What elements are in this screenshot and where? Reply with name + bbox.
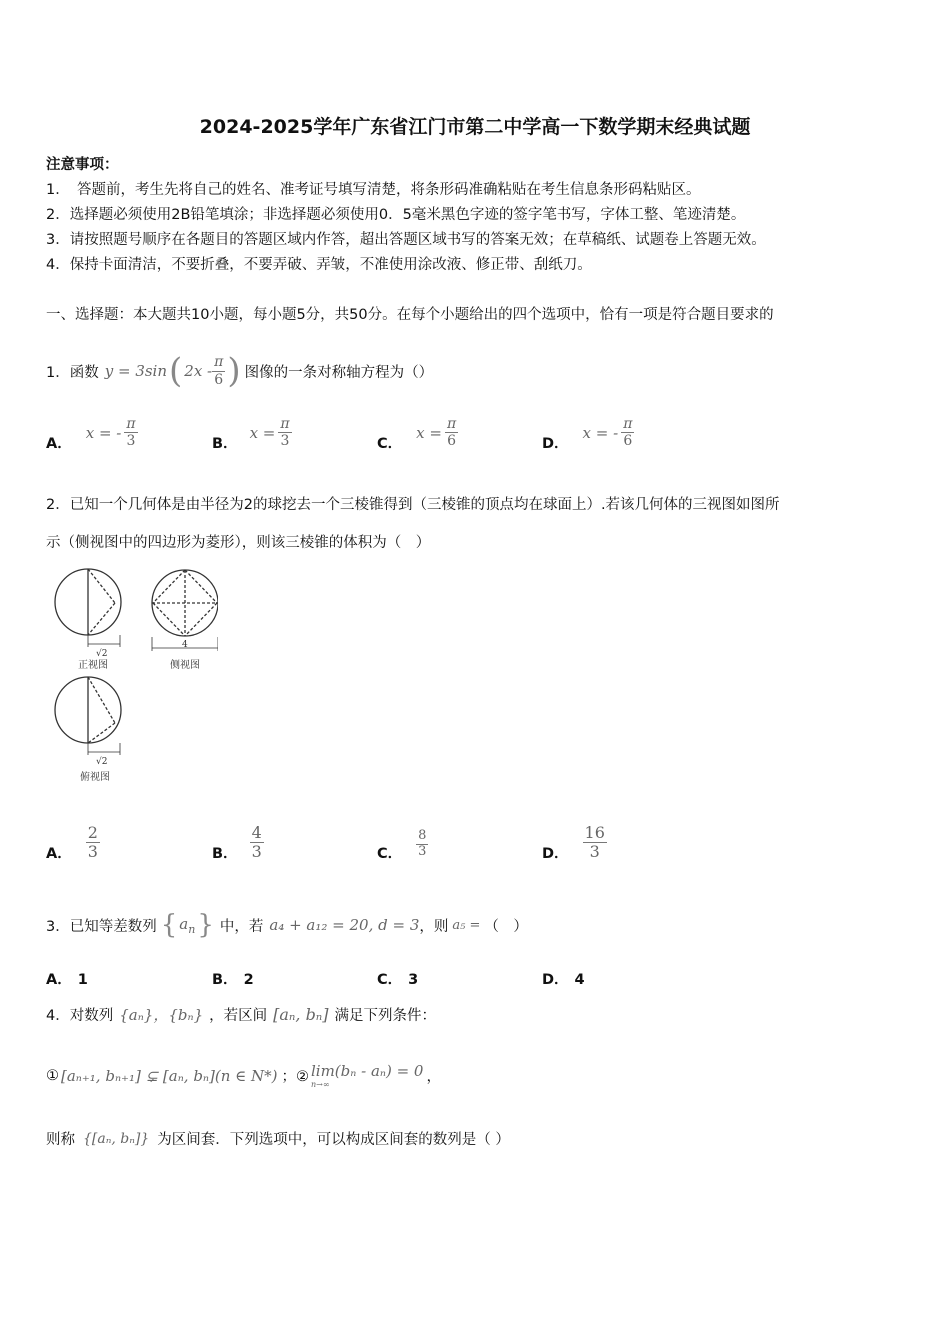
front-view bbox=[55, 569, 121, 647]
q2-option-d-label: D． bbox=[542, 846, 569, 862]
q3-seq-sub: n bbox=[188, 922, 196, 936]
q4-call-suffix: 为区间套．下列选项中，可以构成区间套的数列是（ ） bbox=[157, 1132, 510, 1148]
q1-option-a-den: 3 bbox=[126, 433, 136, 449]
q4-call-set: {[aₙ, bₙ]} bbox=[83, 1130, 150, 1147]
q4-cond-end: ， bbox=[426, 1069, 441, 1085]
q4-prefix: 4．对数列 bbox=[46, 1008, 114, 1024]
q2-option-b-label: B． bbox=[212, 846, 238, 862]
top-view bbox=[55, 677, 121, 755]
q1-option-c-num: π bbox=[446, 415, 457, 432]
q4-seqs: {aₙ}，{bₙ} bbox=[119, 1006, 204, 1024]
q2-option-a[interactable] bbox=[46, 822, 100, 863]
q2-option-b-den: 3 bbox=[251, 842, 262, 861]
q1-prefix: 1．函数 bbox=[46, 364, 99, 381]
q2-option-d-den: 3 bbox=[589, 842, 600, 861]
q4-conditions bbox=[46, 1062, 441, 1089]
q1-option-d[interactable] bbox=[542, 412, 634, 453]
q1-paren-left: ( bbox=[169, 351, 183, 391]
q2-option-b-frac bbox=[250, 824, 264, 862]
side-view-four: 4 bbox=[182, 640, 188, 650]
q2-option-d[interactable] bbox=[542, 822, 607, 863]
q2-option-a-den: 3 bbox=[87, 842, 98, 861]
q1-option-c-den: 6 bbox=[447, 433, 457, 449]
q4-cond2-sub: n→∞ bbox=[310, 1080, 330, 1089]
q4-lim-block bbox=[311, 1062, 423, 1089]
side-view-label: 侧视图 bbox=[170, 660, 200, 671]
q1-formula-left: y = 3sin bbox=[104, 362, 168, 380]
notice-item-1: 1． 答题前，考生先将自己的姓名、准考证号填写清楚，将条形码准确粘贴在考生信息条形码粘贴区。 bbox=[46, 182, 701, 198]
q1-option-a-num: π bbox=[126, 415, 136, 432]
q4-definition bbox=[46, 1128, 510, 1149]
q3-option-d-value: 4 bbox=[574, 972, 585, 988]
q3-condition: a₄ + a₁₂ = 20, d = 3 bbox=[269, 916, 420, 934]
q1-paren-right: ) bbox=[227, 351, 241, 391]
q3-option-a[interactable] bbox=[46, 968, 88, 989]
q3-then: ，则 bbox=[419, 918, 449, 935]
q2-option-a-label: A． bbox=[46, 846, 72, 862]
q4-interval: [aₙ, bₙ] bbox=[273, 1005, 329, 1024]
q1-option-b-label: B． bbox=[212, 436, 238, 452]
q2-option-c-frac bbox=[416, 829, 428, 860]
q1-option-a-label: A． bbox=[46, 436, 72, 452]
q2-option-d-frac bbox=[583, 824, 607, 862]
q1-option-d-den: 6 bbox=[623, 433, 633, 449]
q3-seq-a: a bbox=[179, 914, 189, 933]
question-1 bbox=[46, 351, 433, 391]
q1-formula-inner: 2x - bbox=[184, 362, 213, 380]
q2-option-b[interactable] bbox=[212, 822, 264, 863]
front-view-sqrt2: √2 bbox=[96, 649, 108, 659]
q2-line-1: 2．已知一个几何体是由半径为2的球挖去一个三棱锥得到（三棱锥的顶点均在球面上）.若该几何体的三视图如图所 bbox=[46, 497, 780, 513]
q1-option-b-num: π bbox=[280, 415, 290, 432]
q1-option-d-label: D． bbox=[542, 436, 569, 452]
q3-option-b-value: 2 bbox=[243, 972, 254, 988]
question-3 bbox=[46, 910, 528, 940]
q1-option-b[interactable] bbox=[212, 412, 292, 453]
q1-option-c-frac bbox=[445, 416, 458, 449]
notice-heading: 注意事项： bbox=[46, 157, 119, 173]
q1-option-d-lhs: x = - bbox=[582, 423, 619, 442]
q4-cond2: lim(bₙ - aₙ) = 0 bbox=[310, 1062, 424, 1080]
q2-option-c[interactable] bbox=[377, 826, 428, 863]
q2-option-c-den: 3 bbox=[418, 844, 427, 859]
q1-option-d-num: π bbox=[623, 415, 633, 432]
q1-pi-over-6 bbox=[212, 354, 225, 387]
q1-option-b-den: 3 bbox=[280, 433, 290, 449]
top-view-sqrt2: √2 bbox=[96, 757, 108, 767]
q1-option-b-lhs: x = bbox=[249, 423, 276, 442]
q3-option-a-label: A． bbox=[46, 972, 72, 988]
q1-option-b-frac bbox=[278, 416, 291, 449]
q3-seq bbox=[179, 915, 195, 936]
q3-option-a-value: 1 bbox=[77, 972, 88, 988]
q2-option-d-num: 16 bbox=[584, 822, 605, 842]
q3-option-d[interactable] bbox=[542, 968, 585, 989]
q1-option-c-lhs: x = bbox=[416, 423, 442, 442]
q3-option-b[interactable] bbox=[212, 968, 254, 989]
q3-prefix: 3．已知等差数列 bbox=[46, 918, 157, 935]
notice-item-3: 3．请按照题号顺序在各题目的答题区域内作答，超出答题区域书写的答案无效；在草稿纸、试题卷上答题无效。 bbox=[46, 232, 766, 248]
q2-line-2: 示（侧视图中的四边形为菱形），则该三棱锥的体积为（ ） bbox=[46, 535, 431, 551]
notice-item-2: 2．选择题必须使用2B铅笔填涂；非选择题必须使用0．5毫米黑色字迹的签字笔书写，字体工整、笔迹清楚。 bbox=[46, 207, 746, 223]
q3-tail: （ ） bbox=[484, 918, 528, 935]
q1-option-c[interactable] bbox=[377, 412, 458, 453]
q2-option-c-num: 8 bbox=[418, 828, 427, 844]
q3-option-c[interactable] bbox=[377, 968, 418, 989]
q3-option-c-label: C． bbox=[377, 972, 403, 988]
q1-option-d-frac bbox=[621, 416, 634, 449]
page-title: 2024-2025学年广东省江门市第二中学高一下数学期末经典试题 bbox=[199, 116, 751, 138]
q2-option-b-num: 4 bbox=[251, 822, 262, 842]
q4-call-prefix: 则称 bbox=[46, 1132, 75, 1148]
q1-suffix: 图像的一条对称轴方程为（） bbox=[244, 364, 434, 381]
q3-option-b-label: B． bbox=[212, 972, 238, 988]
q4-sep: ；② bbox=[281, 1069, 309, 1085]
q1-option-a-lhs: x = - bbox=[85, 423, 122, 442]
question-4 bbox=[46, 1004, 436, 1025]
q2-option-a-num: 2 bbox=[87, 822, 98, 842]
q3-option-d-label: D． bbox=[542, 972, 569, 988]
section-heading: 一、选择题：本大题共10小题，每小题5分，共50分。在每个小题给出的四个选项中，恰有一项是符合题目要求的 bbox=[46, 307, 774, 323]
q3-a5: a₅ = bbox=[452, 917, 481, 933]
q1-option-a[interactable] bbox=[46, 412, 138, 453]
top-view-label: 俯视图 bbox=[80, 772, 110, 783]
q1-option-c-label: C． bbox=[377, 436, 403, 452]
q4-cond1-mark: ① bbox=[46, 1067, 59, 1084]
notice-item-4: 4．保持卡面清洁，不要折叠，不要弄破、弄皱，不准使用涂改液、修正带、刮纸刀。 bbox=[46, 257, 592, 273]
q1-six: 6 bbox=[214, 371, 224, 388]
q2-option-a-frac bbox=[86, 824, 100, 862]
q3-option-c-value: 3 bbox=[408, 972, 419, 988]
q4-suffix: 满足下列条件： bbox=[334, 1008, 437, 1024]
q1-option-a-frac bbox=[124, 416, 137, 449]
q3-brace-right: } bbox=[197, 910, 214, 940]
front-view-label: 正视图 bbox=[78, 660, 108, 671]
q4-mid: ，若区间 bbox=[209, 1008, 268, 1024]
side-view bbox=[152, 570, 218, 651]
q3-brace-left: { bbox=[160, 910, 178, 940]
q3-mid: 中，若 bbox=[219, 918, 264, 935]
q1-pi: π bbox=[214, 354, 224, 371]
q2-option-c-label: C． bbox=[377, 846, 403, 862]
q4-cond1: [aₙ₊₁, bₙ₊₁] ⊊ [aₙ, bₙ](n ∈ N*) bbox=[61, 1066, 278, 1085]
three-view-figure bbox=[48, 565, 218, 790]
